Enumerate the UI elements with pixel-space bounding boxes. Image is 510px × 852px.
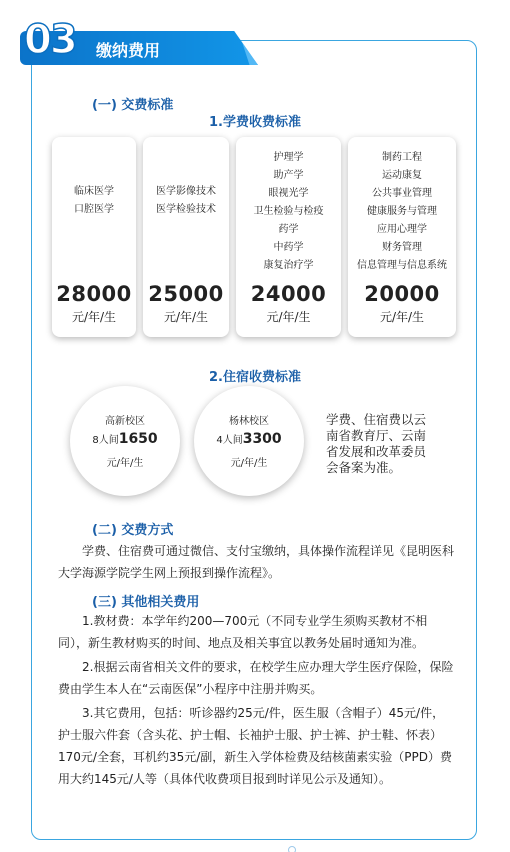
dorm-campus: 高新校区	[105, 416, 145, 427]
dorm-circle	[194, 386, 304, 496]
major-label: 助产学	[273, 170, 304, 181]
card-price: 28000	[56, 282, 132, 306]
tuition-card	[143, 137, 229, 337]
dorm-room	[70, 431, 180, 447]
card-unit: 元/年/生	[163, 310, 209, 324]
card-price: 20000	[364, 282, 440, 306]
major-label: 药学	[278, 224, 299, 235]
dorm-unit: 元/年/生	[106, 458, 144, 469]
card-price: 25000	[148, 282, 224, 306]
major-label: 临床医学	[74, 186, 114, 197]
payment-method-text: 学费、住宿费可通过微信、支付宝缴纳，具体操作流程详见《昆明医科大学海源学院学生网上预报到操作流程》。	[58, 544, 455, 580]
major-label: 公共事业管理	[372, 188, 432, 199]
dorm-price: 3300	[242, 431, 282, 447]
tuition-card	[348, 137, 456, 337]
tuition-card	[236, 137, 341, 337]
other-fees-heading: (三) 其他相关费用	[92, 595, 200, 610]
card-majors	[348, 149, 456, 275]
section-number: 03	[24, 17, 76, 63]
dorm-circle	[70, 386, 180, 496]
major-label: 护理学	[273, 152, 304, 163]
dorm-room-type: 8人间	[92, 435, 119, 446]
payment-method-heading: (二) 交费方式	[92, 523, 174, 538]
card-majors	[52, 183, 136, 219]
major-label: 制药工程	[382, 152, 422, 163]
major-label: 中药学	[273, 242, 304, 253]
card-unit: 元/年/生	[379, 310, 425, 324]
major-label: 财务管理	[382, 242, 422, 253]
other-fee-item: 3.其它费用，包括：听诊器约25元/件，医生服（含帽子）45元/件，护士服六件套（含头花、护士帽、长袖护士服、护士裤、护士鞋、怀表）170元/全套，耳机约35元/副，新生入学体检费及结核菌素实验（PPD）费用大约145元/人等（具体代收费项目报到时详见公示及通知）。	[58, 706, 452, 786]
dorm-note: 学费、住宿费以云南省教育厅、云南省发展和改革委员会备案为准。	[326, 412, 427, 475]
section-title: 缴纳费用	[96, 41, 161, 60]
major-label: 卫生检验与检疫	[253, 206, 324, 217]
tuition-card	[52, 137, 136, 337]
dorm-title: 2.住宿收费标准	[209, 370, 301, 385]
other-fee-item: 2.根据云南省相关文件的要求，在校学生应办理大学生医疗保险，保险费由学生本人在“云南医保”小程序中注册并购买。	[58, 660, 454, 696]
dorm-campus: 杨林校区	[229, 416, 269, 427]
dorm-room-type: 4人间	[216, 435, 243, 446]
major-label: 健康服务与管理	[367, 206, 437, 217]
major-label: 信息管理与信息系统	[357, 260, 447, 271]
fee-standard-heading: (一) 交费标准	[92, 98, 174, 113]
tuition-title: 1.学费收费标准	[209, 115, 301, 130]
major-label: 康复治疗学	[263, 260, 314, 271]
major-label: 医学检验技术	[156, 204, 216, 215]
card-unit: 元/年/生	[266, 310, 311, 324]
dorm-unit: 元/年/生	[230, 458, 268, 469]
dorm-price: 1650	[118, 431, 158, 447]
card-majors	[236, 149, 341, 275]
card-majors	[143, 183, 229, 219]
card-unit: 元/年/生	[71, 310, 117, 324]
decorative-dot	[288, 846, 296, 852]
other-fee-item: 1.教材费：本学年约200—700元（不同专业学生须购买教材不相同），新生教材购买的时间、地点及相关事宜以教务处届时通知为准。	[58, 614, 428, 650]
card-price: 24000	[250, 282, 327, 306]
dorm-room	[194, 431, 304, 447]
major-label: 口腔医学	[74, 204, 114, 215]
major-label: 运动康复	[382, 170, 422, 181]
major-label: 眼视光学	[268, 188, 309, 199]
major-label: 医学影像技术	[156, 186, 216, 197]
major-label: 应用心理学	[377, 224, 427, 235]
